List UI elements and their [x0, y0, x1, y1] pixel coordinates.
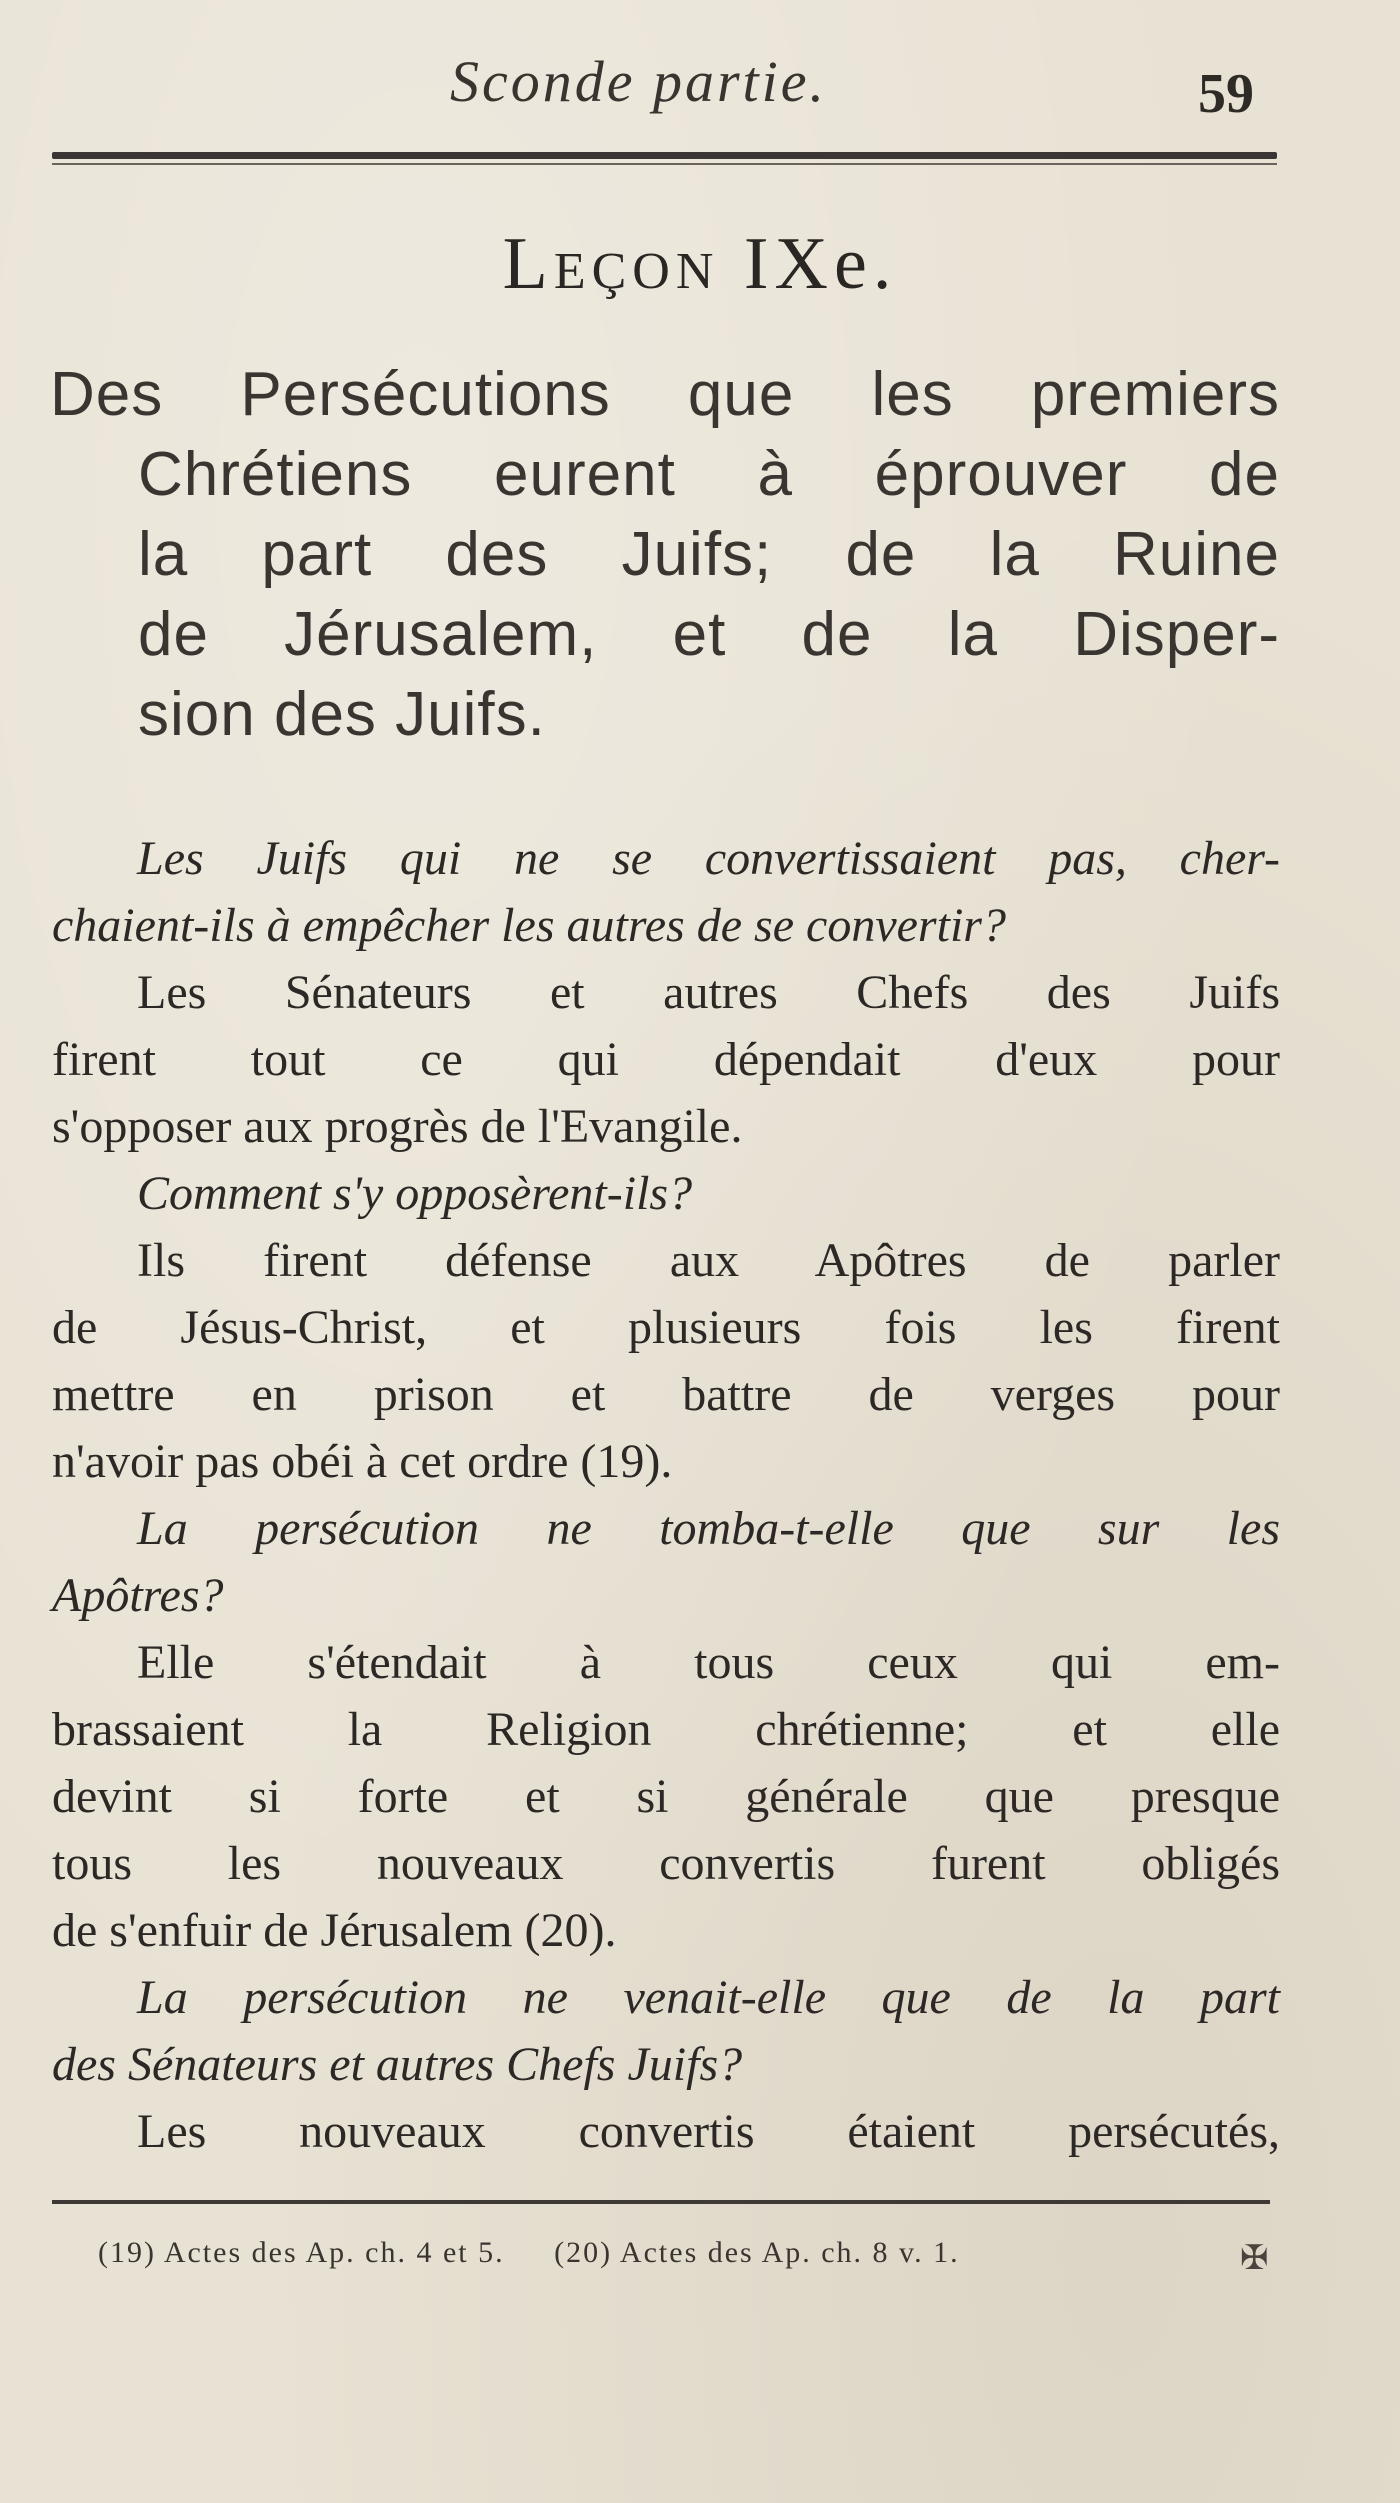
- footnotes: [98, 2236, 1278, 2270]
- answer-line: Elle s'étendait à tous ceux qui em-: [137, 1636, 1280, 1689]
- printer-ornament-icon: ✠: [1240, 2238, 1269, 2278]
- heading-line: de Jérusalem, et de la Disper-: [138, 600, 1280, 669]
- answer-line: de Jésus-Christ, et plusieurs fois les firent: [52, 1301, 1280, 1354]
- question-line: La persécution ne venait-elle que de la part: [137, 1971, 1280, 2024]
- heading-line: la part des Juifs; de la Ruine: [138, 520, 1280, 589]
- header-rule-thin: [52, 163, 1277, 165]
- question-line: des Sénateurs et autres Chefs Juifs?: [52, 2038, 743, 2091]
- answer-line: Les nouveaux convertis étaient persécutés,: [137, 2105, 1280, 2158]
- chapter-heading: [50, 355, 1280, 755]
- body-text: [52, 825, 1280, 2165]
- page-number: 59: [1198, 63, 1254, 125]
- lesson-word: Leçon: [502, 223, 720, 305]
- answer-line: devint si forte et si générale que presque: [52, 1770, 1280, 1823]
- footnote-rule: [52, 2200, 1270, 2204]
- answer-line: firent tout ce qui dépendait d'eux pour: [52, 1033, 1280, 1086]
- lesson-title: [0, 222, 1400, 307]
- question-line: chaient-ils à empêcher les autres de se convertir?: [52, 899, 1006, 952]
- lesson-number: IXe.: [743, 223, 898, 305]
- answer-line: tous les nouveaux convertis furent obligés: [52, 1837, 1280, 1890]
- question-line: Apôtres?: [52, 1569, 224, 1622]
- footnote-20: (20) Actes des Ap. ch. 8 v. 1.: [554, 2236, 960, 2269]
- answer-line: s'opposer aux progrès de l'Evangile.: [52, 1100, 743, 1153]
- running-head: [0, 40, 1400, 125]
- question-line: La persécution ne tomba-t-elle que sur les: [137, 1502, 1280, 1555]
- answer-line: Les Sénateurs et autres Chefs des Juifs: [137, 966, 1280, 1019]
- question-line: Comment s'y opposèrent-ils?: [137, 1167, 693, 1220]
- answer-line: brassaient la Religion chrétienne; et elle: [52, 1703, 1280, 1756]
- answer-line: de s'enfuir de Jérusalem (20).: [52, 1904, 617, 1957]
- heading-line: Chrétiens eurent à éprouver de: [138, 440, 1280, 509]
- header-rule: [52, 152, 1277, 159]
- footnote-19: (19) Actes des Ap. ch. 4 et 5.: [98, 2236, 505, 2269]
- heading-line: sion des Juifs.: [138, 680, 546, 749]
- running-title: Sconde partie.: [450, 49, 828, 114]
- answer-line: mettre en prison et battre de verges pour: [52, 1368, 1280, 1421]
- heading-line: Des Persécutions que les premiers: [50, 360, 1280, 429]
- answer-line: Ils firent défense aux Apôtres de parler: [137, 1234, 1280, 1287]
- answer-line: n'avoir pas obéi à cet ordre (19).: [52, 1435, 673, 1488]
- question-line: Les Juifs qui ne se convertissaient pas, cher-: [137, 832, 1280, 885]
